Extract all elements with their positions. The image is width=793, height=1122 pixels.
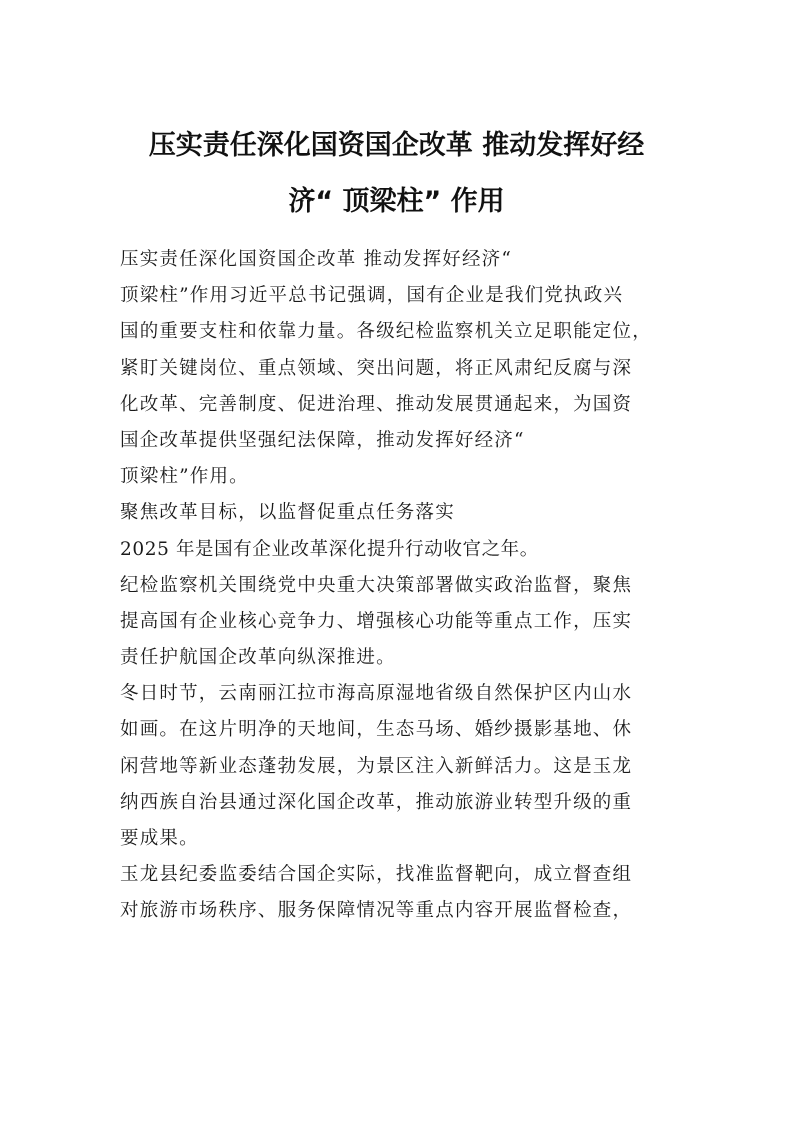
body-line: 顶梁柱”作用习近平总书记强调，国有企业是我们党执政兴 <box>120 285 624 307</box>
body-line: 紧盯关键岗位、重点领域、突出问题，将正风肃纪反腐与深 <box>120 357 633 379</box>
body-line: 对旅游市场秩序、服务保障情况等重点内容开展监督检查， <box>120 900 633 922</box>
document-body <box>120 242 680 930</box>
body-line: 化改革、完善制度、促进治理、推动发展贯通起来，为国资 <box>120 393 633 415</box>
body-line: 冬日时节，云南丽江拉市海高原湿地省级自然保护区内山水 <box>120 683 633 705</box>
section-heading: 聚焦改革目标，以监督促重点任务落实 <box>120 502 455 524</box>
body-line: 顶梁柱”作用。 <box>120 466 249 488</box>
body-line: 闲营地等新业态蓬勃发展，为景区注入新鲜活力。这是玉龙 <box>120 755 633 777</box>
body-line: 纪检监察机关围绕党中央重大决策部署做实政治监督，聚焦 <box>120 574 633 596</box>
body-line: 纳西族自治县通过深化国企改革，推动旅游业转型升级的重 <box>120 791 633 813</box>
document-title <box>100 118 693 230</box>
body-line: 提高国有企业核心竞争力、增强核心功能等重点工作，压实 <box>120 610 633 632</box>
body-line: 国的重要支柱和依靠力量。各级纪检监察机关立足职能定位， <box>120 321 652 343</box>
body-line: 要成果。 <box>120 828 199 849</box>
body-line: 压实责任深化国资国企改革 推动发挥好经济“ <box>120 249 513 270</box>
body-line: 2025 年是国有企业改革深化提升行动收官之年。 <box>120 538 539 560</box>
body-line: 玉龙县纪委监委结合国企实际，找准监督靶向，成立督查组 <box>120 864 633 886</box>
title-line-2: 济“ 顶梁柱” 作用 <box>288 186 505 217</box>
body-line: 责任护航国企改革向纵深推进。 <box>120 647 396 669</box>
title-line-1: 压实责任深化国资国企改革 推动发挥好经 <box>148 130 645 161</box>
body-line: 如画。在这片明净的天地间，生态马场、婚纱摄影基地、休 <box>120 719 633 741</box>
body-line: 国企改革提供坚强纪法保障，推动发挥好经济“ <box>120 429 525 451</box>
